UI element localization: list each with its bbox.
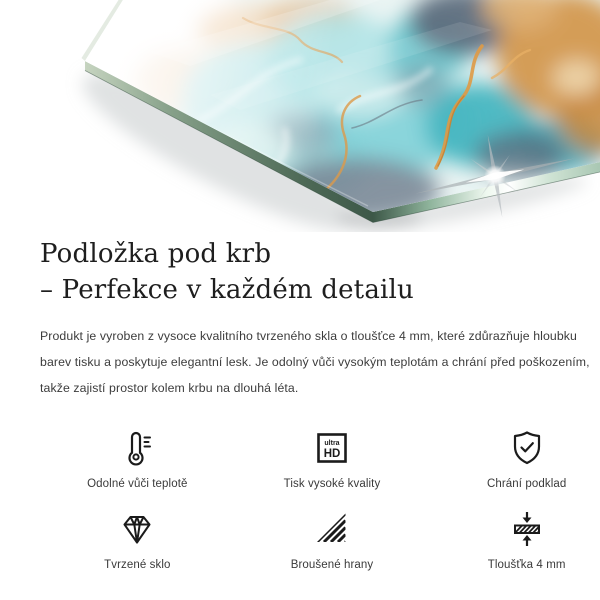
title-line-2: – Perfekce v každém detailu [40, 275, 414, 305]
thermometer-icon [117, 426, 157, 470]
feature-label: Tloušťka 4 mm [487, 559, 566, 571]
feature-heat-resistant [40, 426, 235, 490]
feature-print-quality [235, 426, 430, 490]
feature-polished-edges [235, 507, 430, 571]
description-line: Produkt je vyroben z vysoce kvalitního tvrzeného skla o tloušťce 4 mm, které zdůrazňuje hloubku [40, 329, 577, 343]
product-description [40, 323, 590, 401]
description-line: barev tisku a poskytuje elegantní lesk. Je odolný vůči vysokým teplotám a chrání před poškozením, [40, 355, 590, 369]
feature-label: Tvrzené sklo [104, 559, 171, 571]
product-info-section [0, 236, 600, 571]
svg-text:ultra: ultra [324, 440, 340, 447]
diamond-icon [117, 507, 157, 551]
thickness-icon [507, 507, 547, 551]
beveled-edges-icon [312, 507, 352, 551]
feature-label: Chrání podklad [486, 478, 567, 490]
feature-label: Tisk vysoké kvality [283, 478, 381, 490]
feature-protects-surface [429, 426, 600, 490]
svg-text:HD: HD [323, 448, 341, 460]
glass-pad-photo [0, 0, 600, 232]
feature-tempered-glass [40, 507, 235, 571]
feature-label: Broušené hrany [290, 559, 374, 571]
description-line: takže zajistí prostor kolem krbu na dlouhá léta. [40, 381, 299, 395]
feature-label: Odolné vůči teplotě [87, 478, 188, 490]
title-line-1: Podložka pod krb [40, 239, 272, 269]
feature-thickness [429, 507, 600, 571]
shield-check-icon [507, 426, 547, 470]
feature-grid [40, 426, 600, 571]
product-photo [0, 0, 600, 232]
page-title [40, 236, 560, 308]
ultra-hd-icon [312, 426, 352, 470]
